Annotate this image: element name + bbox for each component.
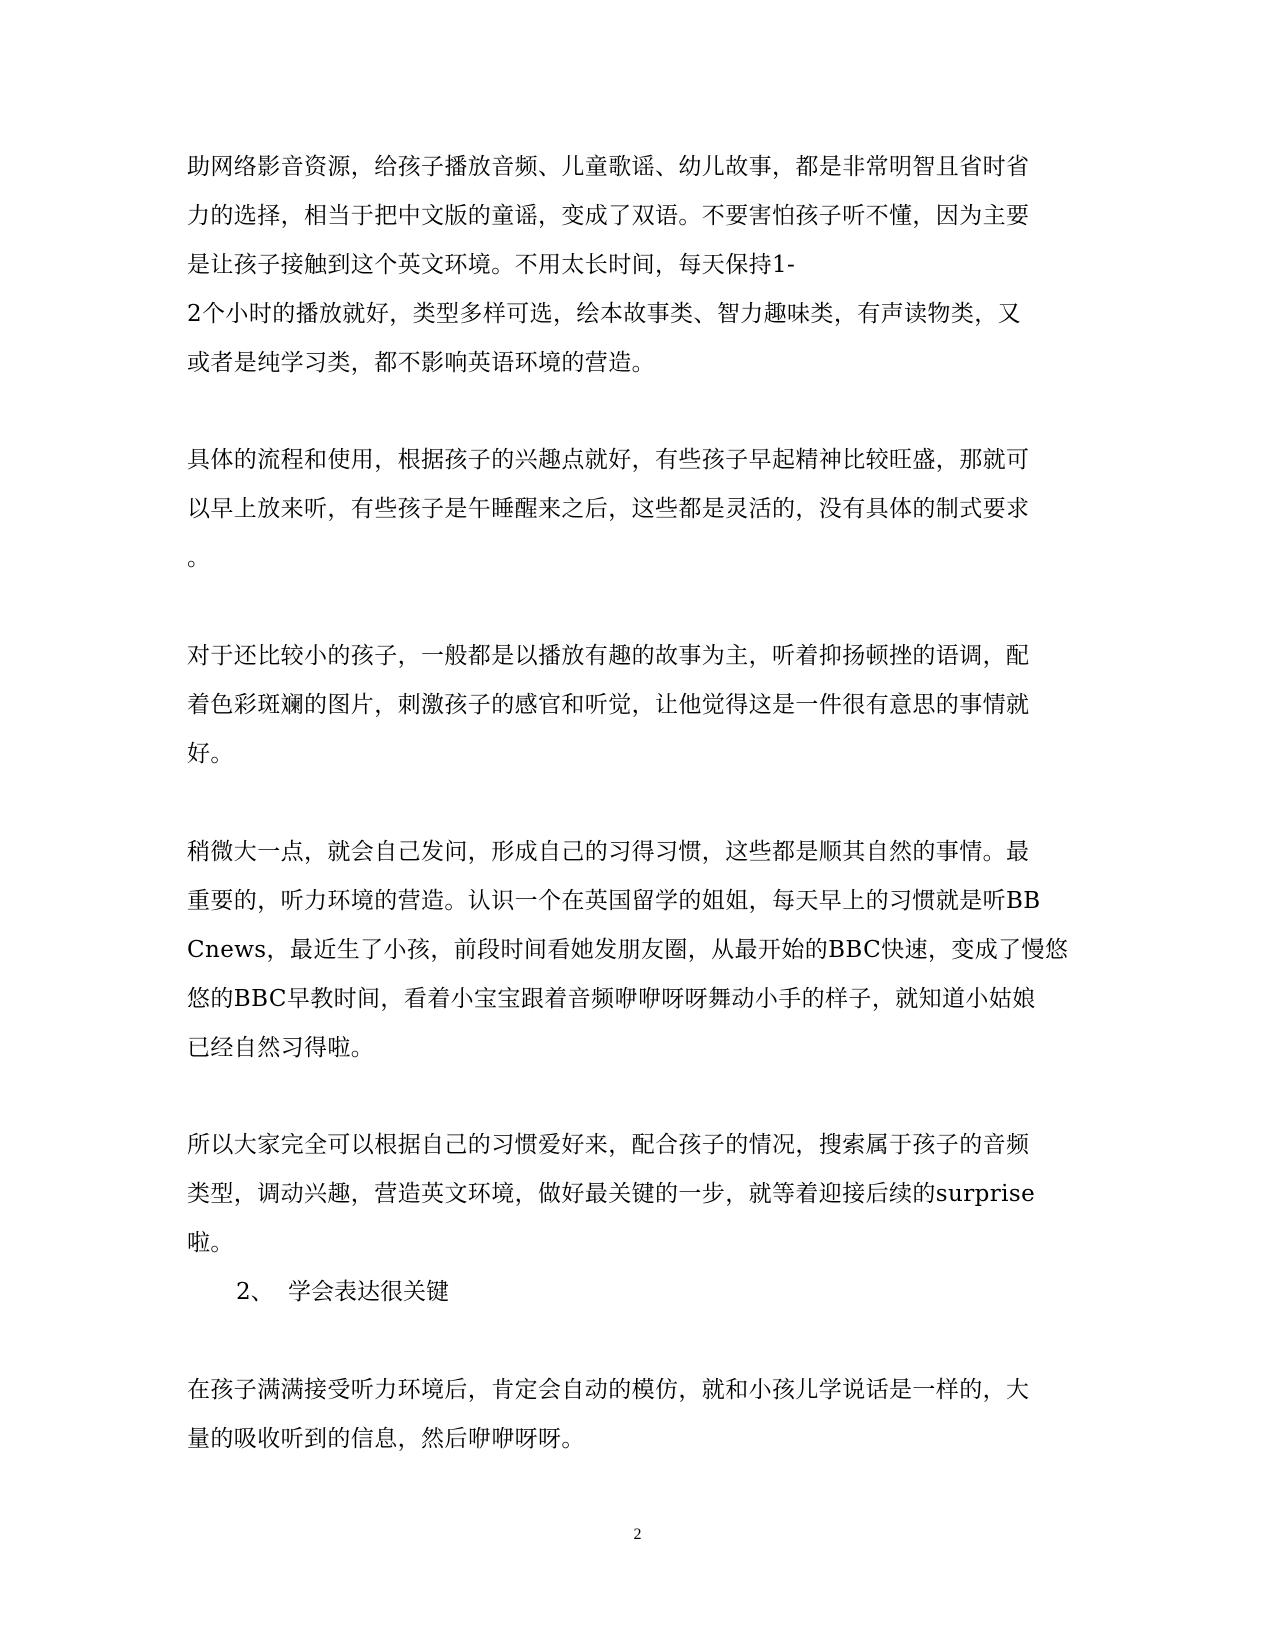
paragraph-2 — [187, 436, 1092, 583]
paragraph-line: 量的吸收听到的信息，然后咿咿呀呀。 — [187, 1426, 585, 1452]
paragraph-line: 2个小时的播放就好，类型多样可选，绘本故事类、智力趣味类，有声读物类，又 — [187, 301, 1022, 327]
paragraph-line: 或者是纯学习类，都不影响英语环境的营造。 — [187, 350, 655, 376]
paragraph-4 — [187, 828, 1092, 1073]
paragraph-line: 所以大家完全可以根据自己的习惯爱好来，配合孩子的情况，搜索属于孩子的音频 — [187, 1132, 1030, 1158]
section-heading — [236, 1268, 449, 1317]
paragraph-line: 稍微大一点，就会自己发问，形成自己的习得习惯，这些都是顺其自然的事情。最 — [187, 839, 1030, 865]
paragraph-line: 在孩子满满接受听力环境后，肯定会自动的模仿，就和小孩儿学说话是一样的，大 — [187, 1377, 1030, 1403]
paragraph-line: 是让孩子接触到这个英文环境。不用太长时间，每天保持1- — [187, 252, 796, 278]
paragraph-line: 对于还比较小的孩子，一般都是以播放有趣的故事为主，听着抑扬顿挫的语调，配 — [187, 643, 1030, 669]
paragraph-line: 悠的BBC早教时间，看着小宝宝跟着音频咿咿呀呀舞动小手的样子，就知道小姑娘 — [187, 986, 1036, 1012]
paragraph-line: 着色彩斑斓的图片，刺激孩子的感官和听觉，让他觉得这是一件很有意思的事情就 — [187, 692, 1030, 718]
paragraph-6 — [187, 1366, 1092, 1464]
paragraph-line: 好。 — [187, 741, 234, 767]
paragraph-1 — [187, 143, 1092, 388]
paragraph-line: 助网络影音资源，给孩子播放音频、儿童歌谣、幼儿故事，都是非常明智且省时省 — [187, 154, 1030, 180]
paragraph-line: 以早上放来听，有些孩子是午睡醒来之后，这些都是灵活的，没有具体的制式要求 — [187, 496, 1030, 522]
paragraph-line: 具体的流程和使用，根据孩子的兴趣点就好，有些孩子早起精神比较旺盛，那就可 — [187, 447, 1030, 473]
paragraph-line: 。 — [187, 545, 211, 571]
paragraph-3 — [187, 632, 1092, 779]
paragraph-5 — [187, 1121, 1092, 1268]
section-heading-number: 2、 — [236, 1279, 274, 1305]
paragraph-line: 已经自然习得啦。 — [187, 1035, 375, 1061]
section-heading-text: 学会表达很关键 — [288, 1279, 449, 1305]
paragraph-line: 力的选择，相当于把中文版的童谣，变成了双语。不要害怕孩子听不懂，因为主要 — [187, 203, 1030, 229]
paragraph-line: 类型，调动兴趣，营造英文环境，做好最关键的一步，就等着迎接后续的surprise — [187, 1181, 1036, 1207]
paragraph-line: Cnews，最近生了小孩，前段时间看她发朋友圈，从最开始的BBC快速，变成了慢悠 — [187, 937, 1069, 963]
page-number: 2 — [633, 1526, 642, 1543]
paragraph-line: 重要的，听力环境的营造。认识一个在英国留学的姐姐，每天早上的习惯就是听BB — [187, 888, 1041, 914]
paragraph-line: 啦。 — [187, 1230, 234, 1256]
